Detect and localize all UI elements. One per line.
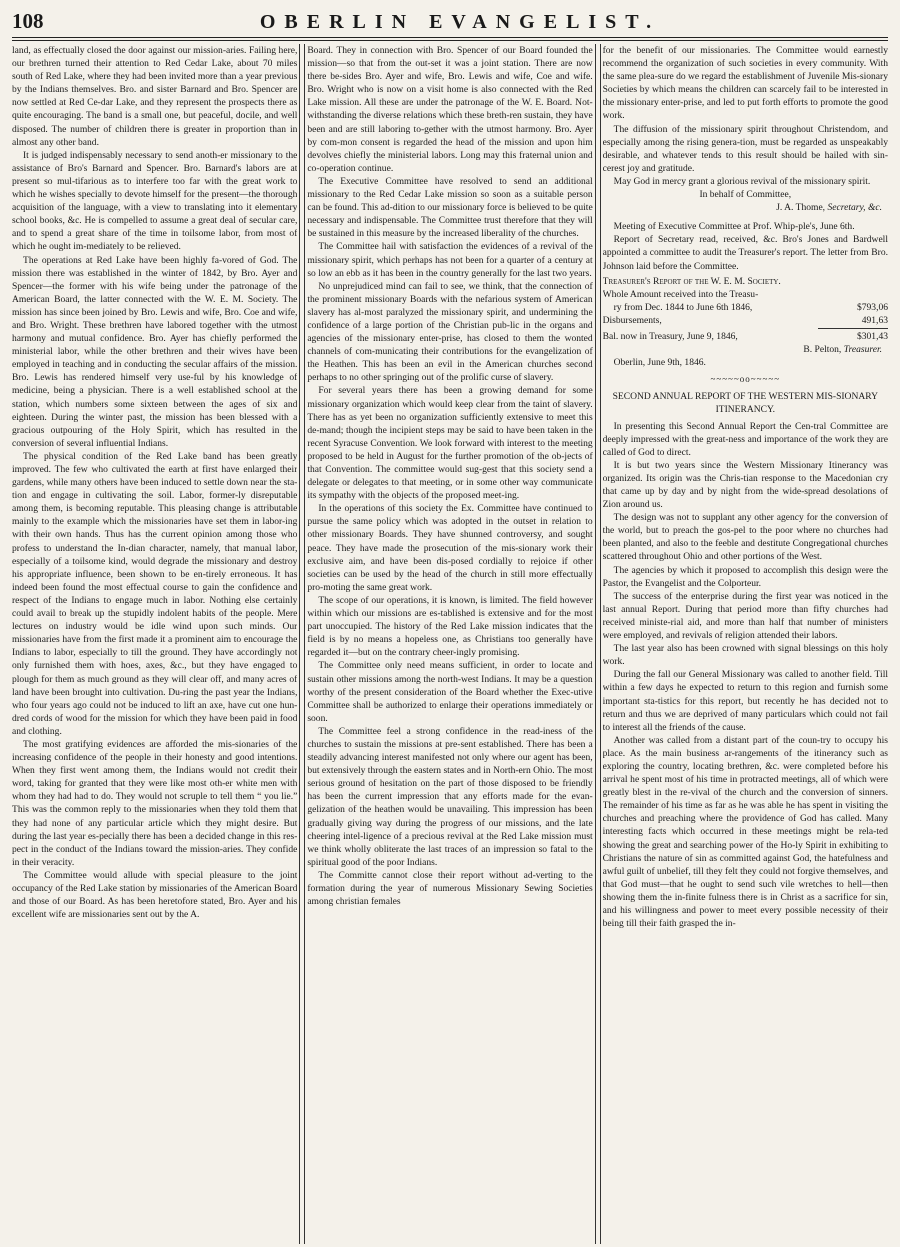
- section-heading: SECOND ANNUAL REPORT OF THE WESTERN MIS-SIONARY ITINERANCY.: [612, 391, 878, 416]
- ledger-row-balance: [603, 330, 888, 343]
- paragraph: The Committee only need means sufficient, in order to locate and sustain other missions among the north-west Indians. It may be a question worthy of the present consideration of the Board whether the Exec-utive Committee shall be authorized to enlarge their operations immediately or soon.: [307, 660, 593, 724]
- ledger-value: $301,43: [856, 330, 888, 342]
- header-rule: [12, 37, 888, 38]
- paragraph: The Committee feel a strong confidence in the read-iness of the churches to sustain the missions at pre-sent established. There has been a steadily advancing interest manifested not only where our agent has been, but extensively through the eastern states and in North-ern Ohio. The most serious ground of hesitation on the part of those disposed to be friendly has been the current impression that any efforts made for the evan-gelization of the heathen would be unavailing. This impression has been gradually giving way during the progress of our missions, and the late cheering intel-ligence of a precious revival at the Red Lake mission must we think wholly obliterate the last traces of an impression so fatal to the spiritual good of the poor Indians.: [307, 725, 593, 868]
- paragraph: No unprejudiced mind can fail to see, we think, that the connection of the prominent missionary Boards with the nefarious system of American slavery has al-most paralyzed the missionary spirit, and undermining the confidence of a large portion of the Christian pub-lic in the organs and agencies of the missionary enter-prise, has closed to them the wonted channels of com-municating their contributions for the evangelization of the Heathen. This has been an evil in the American churches second perhaps to no other springing out of the prolific curse of slavery.: [307, 280, 593, 384]
- ledger-label: Disbursements,: [602, 314, 662, 326]
- page-number: 108: [12, 9, 44, 33]
- signature-line: In behalf of Committee,: [699, 189, 792, 201]
- paragraph: The Committee hail with satisfaction the evidences of a revival of the missionary spirit, which perhaps has not been for a quarter of a century at so low an ebb as it has been in the country generally for the last two years.: [307, 241, 593, 279]
- paragraph: The Committe cannot close their report without ad-verting to the formation during the year of numerous Missionary Sewing Societies among christian females: [307, 869, 593, 908]
- paragraph: The design was not to supplant any other agency for the conversion of the world, but to preach the gos-pel to the poor where no churches had been planted, and also to the feeble and destitute Congregational churches scattered throughout Ohio and other portions of the West.: [602, 512, 888, 563]
- paragraph: For several years there has been a growing demand for some missionary organization which would keep clear from the taint of slavery. There has as yet been no organization sufficiently extensive to meet this de-mand; though the incipient steps may be said to have been taken in the recent Syracuse Convention. We look forward with interest to the meeting proposed to be held in August for the further promotion of the ob-jects of that Convention. The committee would sug-gest that this society send a delegate or delegates to that meeting, or in some other way communicate its sympathy with the objects of the proposed meet-ing.: [307, 385, 593, 502]
- paragraph: The Committee would allude with special pleasure to the joint occupancy of the Red Lake station by missionaries of the American Board and those of our Board. As has been heretofore stated, Bro. Ayer and his excellent wife are missionaries sent out by the A.: [12, 869, 298, 921]
- meeting-paragraph: Report of Secretary read, received, &c. Bro's Jones and Bardwell appointed a committee to audit the Treasurer's report. The letter from Bro. Johnson laid before the Committee.: [602, 234, 888, 272]
- article-columns: [12, 44, 888, 1244]
- column-divider: [595, 44, 601, 1244]
- paragraph: The operations at Red Lake have been highly fa-vored of God. The mission there was established in the winter of 1842, by Bro. Ayer and Spencer—the former with his wife being under the patronage of the American Board, the latter connected with the W. E. M. Society. The mission has since been joined by Bro. Lewis and wife, Bro. Coe and wife, and Bro. Wright. These brethren have labored together with the utmost harmony and mutual confidence. Bro. Ayer has chiefly performed the ministerial labor, while the other brethren and their wives have been employed in teaching and in conducting the secular affairs of the mission. Bro. Lewis has rendered himself very use-ful by his knowledge of medicine, being a physician. There is a well established school at the station, which numbers some sixteen between the ages of six and eighteen. During the winter past, the mission has been blessed with a gracious outpouring of the Holy Spirit, which has resulted in the conversion of several influential Indians.: [12, 254, 298, 449]
- paragraph: Board. They in connection with Bro. Spencer of our Board founded the mission—so that from the out-set it was a joint station. There are now there be-sides Bro. Ayer and wife, Bro. Lewis and wife, Coe and wife. Bro. Wright who is now on a visit home is also connected with the Red Lake mission. All these are under the patronage of the W. E. Board. Not-withstanding the diverse relations which these breth-ren sustain, they have been and are still laboring to-gether with the utmost harmony. Bro. Ayer by com-mon consent is regarded the head of the mission and upon him devolves chiefly the ministerial labors. Long may this fraternal union and co-operation continue.: [307, 45, 593, 174]
- treasurer-report-heading: Treasurer's Report of the W. E. M. Society.: [602, 275, 781, 287]
- paragraph: Another was called from a distant part of the coun-try to occupy his place. As the main business ar-rangements of the itinerancy such as exploring the country, locating brethren, &c. were completed before his arrival he spent most of his time in protracted meetings, all of which were greatly blest in the re-vival of the church and the conversion of sinners. The remainder of his time as far as he was able he has spent in visiting the churches and preaching where the providence of God has called. Many interesting facts which occurred in these meetings might be rela-ted showing the great and searching power of the Ho-ly Spirit in exhibiting to Christians the nature of sin as committed against God, the hatefulness and awful guilt of unbelief, till they felt they could not forgive themselves, and that God must—that he ought to send such vile wretches to hell—then showing them the in-finite fulness there is in Christ as a sacrifice for sin, and his willingness and power to meet every possible necessity of their being till their faith grasped the in-: [602, 734, 888, 930]
- paragraph: The most gratifying evidences are afforded the mis-sionaries of the increasing confidence of the people in their honesty and good intentions. When they first went among them, the Indians would not credit their word, taking for granted that they were like most oth-er white men with whom they had had to do. They would not scruple to tell them “ you lie.” This was the common reply to the missionaries when they told them that they had none of any particular article which they might desire. But during the last year es-pecially there has been a decided change in this res-pect in the conduct of the Indians toward the mission-aries. They confide in their veracity.: [12, 738, 298, 868]
- signature: [603, 201, 888, 214]
- paragraph: It is but two years since the Western Missionary Itinerancy was organized. Its origin was the Chris-tian response to the Macedonian cry that came up by day and by night from the wide-spread desolations of Zion around us.: [602, 459, 888, 511]
- column-3: [603, 44, 888, 1244]
- paragraph: In presenting this Second Annual Report the Cen-tral Committee are deeply impressed with the great-ness and importance of the work they are called of God to direct.: [602, 420, 888, 458]
- ledger-label: Bal. now in Treasury, June 9, 1846,: [602, 330, 738, 342]
- paragraph: During the fall our General Missionary was called to another field. Till within a few days he expected to return to this region and furnish some important sta-tistics for this report, but recently he has decided not to return and thus we are deprived of many particulars which could not fail to interest all the friends of the cause.: [602, 669, 888, 733]
- signature-title: Secretary, &c.: [827, 202, 882, 214]
- ledger-label: ry from Dec. 1844 to June 6th 1846,: [613, 301, 753, 313]
- meeting-paragraph: Meeting of Executive Committee at Prof. Whip-ple's, June 6th.: [613, 221, 855, 233]
- ledger-value: 491,63: [861, 314, 888, 326]
- column-1: [12, 44, 297, 1244]
- paragraph: The success of the enterprise during the first year was noticed in the last annual Report. During that period more than fifty churches had received ministe-rial aid, and more than half that number of ministers were employed, and revivals of religion attended their labors.: [602, 590, 888, 642]
- paragraph: It is judged indispensably necessary to send anoth-er missionary to the assistance of Bro's Barnard and Spencer. Bro. Barnard's labors are at present so mul-tifarious as to interfere too far with the great work to which he wishes specially to devote himself for the present—the thorough acquisition of the language, with a view to translating into it elementary school books, &c. He is compelled to assume a great deal of secular care, and to spend a great share of the time in toilsome labor, from most of which he ought im-mediately to be relieved.: [12, 149, 298, 253]
- ledger-row-received: [603, 301, 888, 314]
- paragraph: The diffusion of the missionary spirit throughout Christendom, and especially among the rising genera-tion, must be regarded as unspeakably desirable, and whatever tends to this result should be hailed with sin-cerest joy and gratitude.: [602, 123, 888, 174]
- paragraph: In the operations of this society the Ex. Committee have continued to pursue the same policy which was adopted in the outset in relation to other missionary Boards. They have shunned controversy, and sought peace. They have made the prosecution of the mis-sionary work their exclusive aim, and have been dis-posed cordially to rejoice if other societies can be used by the head of the church in still more effectually pro-moting the same great work.: [307, 503, 593, 593]
- paragraph: The scope of our operations, it is known, is limited. The field however within which our missions are es-tablished is extensive and for the most part unoccupied. The history of the Red Lake mission indicates that the field is by no means a hopeless one, as Christians too generally have regarded it—but on the contrary cheer-ingly promising.: [307, 594, 593, 659]
- masthead-title: OBERLIN EVANGELIST.: [259, 11, 661, 33]
- treasurer-title: Treasurer.: [843, 344, 882, 356]
- paragraph: The Executive Committee have resolved to send an additional missionary to the Red Cedar Lake mission so soon as a suitable person can be found. This ad-dition to our missionary force is believed to be quite necessary and indispensable. The Committee trust therefore that they will be sustained in this measure by the increased liberality of the churches.: [307, 175, 593, 240]
- paragraph: May God in mercy grant a glorious revival of the missionary spirit.: [613, 175, 871, 187]
- section-ornament: ~~~~~oo~~~~~: [710, 374, 781, 385]
- treasurer-name: B. Pelton,: [803, 344, 842, 356]
- ledger-row-disbursements: [603, 314, 888, 327]
- column-divider: [299, 44, 305, 1244]
- ledger-line: Whole Amount received into the Treasu-: [602, 288, 759, 300]
- paragraph: The physical condition of the Red Lake band has been greatly improved. The few who cultivated the earth at first have enlarged their gardens, while many others have been induced to settle down near the sta-tion and engage in cultivating the soil. Labor, former-ly disreputable among them, is becoming reputable. This pleasing change is attributable mainly to the example which the missionaries have set them in labor-ing with their own hands. Thus has the current opinion among those who profess to understand the In-dian character, namely, that manual labor, especially of a toilsome kind, would degrade the missionary and destroy his appropriate influence, been shown to be en-tirely erroneous. It has indeed been found the most effectual course to gain the confidence and respect of the Indians to engage much in labor. Nothing else certainly could avail to break up the stupidly indolent habits of the people. Mere lectures on industry would be idle wind upon such minds. Our missionaries have from the first made it a prominent aim to encourage the Indians to labor, especially to till the ground. They have accordingly not only furnished them with hoes, axes, &c., but they have engaged to plough for them as much ground as they will clear off, and many acres of land have been brought into cultivation. Du-ring the past year the Indians, who four years ago could not be induced to lift an axe, have cut one hun-dred cords of wood for the mission for which they have been paid in food and clothing.: [12, 450, 298, 737]
- signature-name: J. A. Thome,: [776, 202, 826, 214]
- dateline: Oberlin, June 9th, 1846.: [613, 357, 706, 369]
- ledger-sum-rule: [818, 328, 888, 329]
- header-rule-thin: [12, 40, 888, 41]
- ledger-value: $793,06: [856, 301, 888, 313]
- treasurer-signature: [603, 343, 888, 356]
- column-2: [307, 44, 592, 1244]
- paragraph: The last year also has been crowned with signal blessings on this holy work.: [602, 643, 888, 668]
- paragraph: for the benefit of our missionaries. The Committee would earnestly recommend the organization of such societies in every community. With the same plea-sure do we regard the establishment of Juvenile Mis-sionary Societies by which means the children can scarcely fail to be interested in the missionary enter-prise, and led to put forth efforts to promote the good work.: [602, 45, 888, 122]
- paragraph: The agencies by which it proposed to accomplish this design were the Pastor, the Evangelist and the Colporteur.: [602, 564, 888, 589]
- page-header: [12, 8, 888, 34]
- paragraph: land, as effectually closed the door against our mission-aries. Failing here, our brethren turned their attention to Red Cedar Lake, about 70 miles south of Red Lake, where they had been invited more than a year previous by the Indians themselves. Bro. and sister Barnard and Bro. Spencer are now settled at Red Ce-dar Lake, and they represent the prospects there as quite encouraging. The band is a small one, but peaceful, docile, and well disposed. The number of children there is greater in proportion than in almost any other band.: [12, 45, 298, 148]
